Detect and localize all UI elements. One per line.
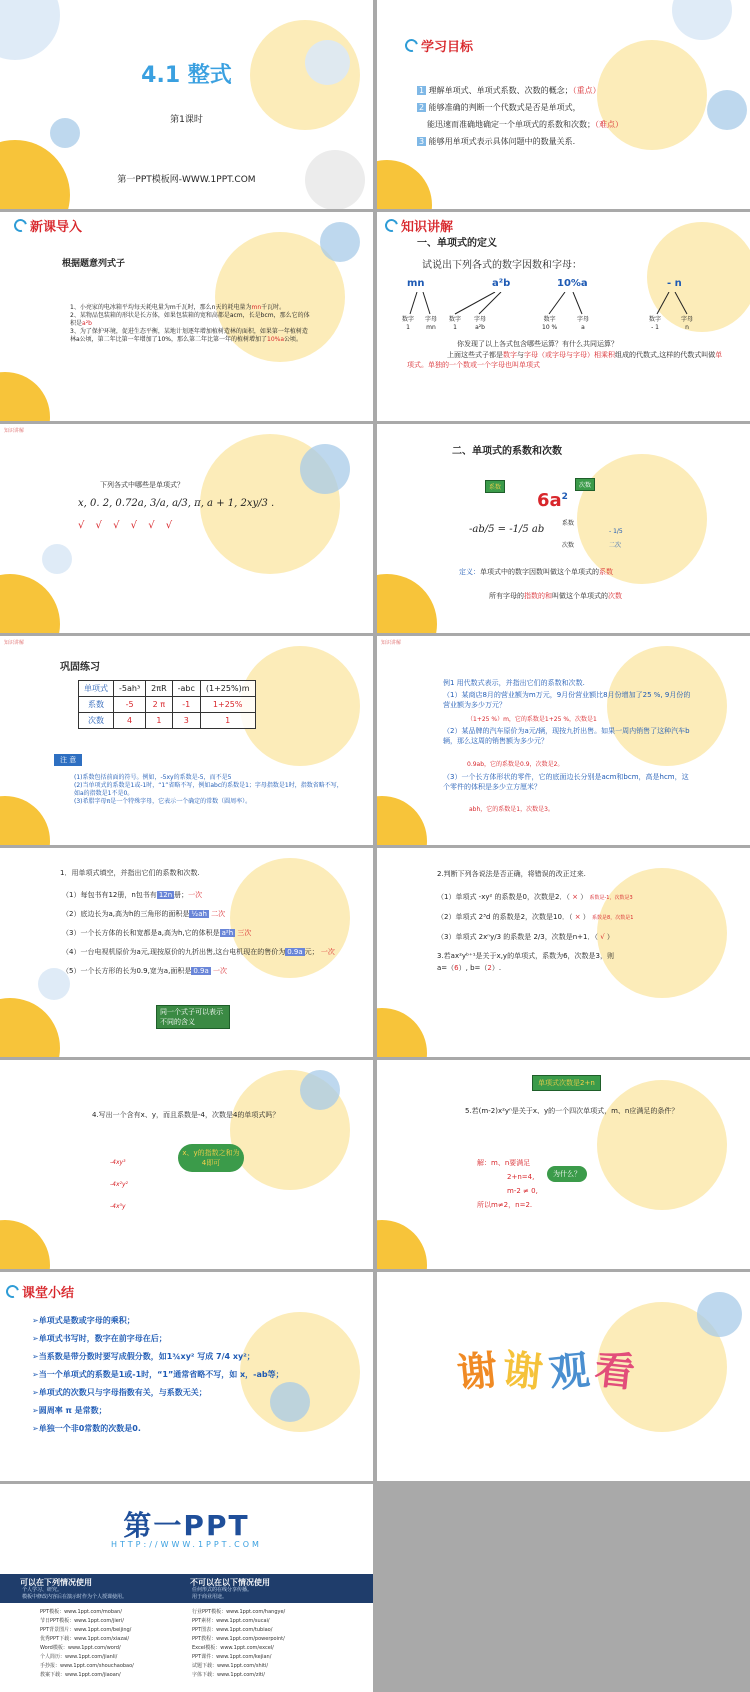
exercise-line: （2）底边长为a,高为h的三角形的面积是 ½ah 二次	[62, 910, 226, 918]
judge-item: （3）单项式 2xⁿy/3 的系数是 2/3，次数是n+1．（ √ ）	[437, 933, 614, 941]
identify-marks: √ √ √ √ √ √	[78, 520, 177, 531]
def-line2: 所有字母的指数的和叫做这个单项式的次数	[489, 592, 622, 600]
fraction-expression: -ab/5 = -1/5 ab	[469, 524, 545, 535]
example-title: 例1 用代数式表示，并指出它们的系数和次数.	[443, 679, 585, 687]
practice-table	[78, 680, 256, 729]
summary-item: ➢当系数是带分数时要写成假分数，如1¾xy² 写成 7/4 xy²；	[32, 1352, 255, 1361]
q5-text: 5.若(m-2)x²yⁿ是关于x、y的一个四次单项式，m、n应满足的条件？	[465, 1107, 679, 1115]
degree-box: 次数	[575, 478, 595, 491]
definition-section: 一、单项式的定义	[417, 238, 497, 249]
slide-definition: 知识讲解 一、单项式的定义 试说出下列各式的数字因数和字母： mn a²b 10%a - n 数字 1 字母 mn 数字 1 字母 a²b 数字 10 % 字母 a 数字 - 1 字母 n 你发现了以上各式包含哪些运算？有什么共同运算？ 上面这些式子都是数字与字母（或字母与字母）相乘积组成的代数式,这样的代数式叫做单项式。单独的一个数或一个字母也叫单项式	[377, 212, 750, 421]
magnifier-icon	[4, 1283, 22, 1301]
slide-tag: 知识讲解	[381, 640, 402, 646]
link[interactable]: 行业PPT模板：www.1ppt.com/hangye/	[192, 1609, 286, 1615]
decor-circle	[0, 372, 50, 421]
link[interactable]: 字体下载：www.1ppt.com/ziti/	[192, 1672, 265, 1678]
decor-circle	[240, 646, 360, 766]
practice-title: 巩固练习	[60, 662, 100, 673]
slide-summary	[0, 1272, 373, 1481]
exercise-line: （3）一个长方体的长和宽都是a,高为h,它的体积是 a²h 三次	[62, 929, 252, 937]
decor-circle	[377, 574, 437, 633]
section-header: 课堂小结	[6, 1282, 74, 1301]
decor-circle	[0, 1220, 50, 1269]
exercise-line: （1）每包书有12册，n包书有 12n 册；一次	[62, 891, 203, 899]
example-q2: （2）某品牌的汽车原价为a元/辆，现按九折出售。如果一周内销售了这种汽车b辆，那么这周的销售额为多少元？	[443, 727, 690, 745]
link[interactable]: 优秀PPT下载：www.1ppt.com/xiazai/	[40, 1636, 130, 1642]
summary-item: ➢单独一个非0常数的次数是0.	[32, 1424, 141, 1433]
section-header: 学习目标	[405, 36, 473, 55]
example-a3: abh，它的系数是1，次数是3。	[469, 806, 554, 813]
section-title: 二、单项式的系数和次数	[452, 446, 562, 457]
logo-text: 第一PPT	[123, 1509, 250, 1542]
q4-text: 4.写出一个含有x、y，而且系数是-4，次数是4的单项式吗？	[92, 1111, 280, 1119]
decor-circle	[0, 796, 50, 845]
identify-expressions: x, 0. 2, 0.72a, 3/a, a/3, π, a + 1, 2xy/3 .	[78, 498, 275, 509]
intro-problems: 1、小亮家的电冰箱平均每天耗电量为m千瓦时，那么n天的耗电量为mn千瓦时。 2、某物品包装箱的形状是长方体，如果包装箱的宽和高都是acm，长是bcm，那么它的体积是a²b 3、为了保护环境，促进生态平衡，某地计划逐年增加植树造林的面积，如果第一年植树造林a公顷，第二年比第一年增加了10%，那么第二年比第一年的植树增加了10%a公顷。	[70, 304, 310, 343]
exercise-line: （5）一个长方形的长为0.9,宽为a,面积是 0.9a 一次	[62, 967, 227, 975]
identify-prompt: 下列各式中哪些是单项式？	[100, 481, 184, 489]
can-title: 可以在下列情况使用	[20, 1578, 92, 1587]
slide-exercise5	[377, 1060, 750, 1269]
decor-circle	[0, 0, 60, 60]
summary-item: ➢圆周率 π 是常数；	[32, 1406, 107, 1415]
can-list: 个人学习、研究。 模板中修改内容后在演示时作为个人授课使用。	[22, 1587, 128, 1600]
link[interactable]: 个人简历：www.1ppt.com/jianli/	[40, 1654, 118, 1660]
summary-item: ➢当一个单项式的系数是1或-1时，“1”通常省略不写，如 x，-ab等；	[32, 1370, 284, 1379]
slide-exercise2	[377, 848, 750, 1057]
logo-url: HTTP://WWW.1PPT.COM	[111, 1540, 262, 1549]
example-q3: （3）一个长方体形状的零件，它的底面边长分别是acm和bcm，高是hcm，这个零件的体积是多少立方厘米？	[443, 773, 689, 791]
site-label: 第一PPT模板网-WWW.1PPT.COM	[117, 175, 256, 185]
exercise2-title: 2.判断下列各说法是否正确，将错误的改正过来.	[437, 870, 586, 878]
decor-circle	[697, 1292, 742, 1337]
cannot-list: 任何形式的在线分享传播。 用于商业用途。	[192, 1587, 253, 1600]
q4-answers: -4xy³ -4x²y² -4x³y	[110, 1159, 128, 1210]
example-q1: （1）某商店8月的营业额为m万元，9月份营业额比8月份增加了25 %, 9月份的营业额为多少万元？	[443, 691, 691, 709]
thanks-text: 谢谢观看	[455, 1346, 643, 1398]
why-bubble: 为什么？	[547, 1166, 587, 1182]
magnifier-icon	[383, 217, 401, 235]
link[interactable]: 教案下载：www.1ppt.com/jiaoan/	[40, 1672, 121, 1678]
link[interactable]: Word模板：www.1ppt.com/word/	[40, 1645, 121, 1651]
decor-circle	[320, 222, 360, 262]
table-row: 系数 -5 2 π -1 1+25%	[79, 697, 256, 713]
link[interactable]: PPT课件：www.1ppt.com/kejian/	[192, 1654, 272, 1660]
exercise-list	[62, 886, 342, 981]
decor-circle	[377, 160, 432, 209]
lesson-subtitle: 第1课时	[170, 115, 203, 125]
definition-prompt: 试说出下列各式的数字因数和字母：	[422, 260, 582, 271]
conclusion: 上面这些式子都是数字与字母（或字母与字母）相乘积组成的代数式,这样的代数式叫做单项式。单独的一个数或一个字母也叫单项式	[407, 351, 723, 369]
exercise-title: 1．用单项式填空，并指出它们的系数和次数.	[60, 869, 200, 877]
def-line1: 定义：单项式中的数字因数叫做这个单项式的系数	[459, 568, 613, 576]
slide-intro	[0, 212, 373, 421]
objective-item: 能迅速而准确地确定一个单项式的系数和次数；（难点）	[427, 120, 623, 129]
slide-example1	[377, 636, 750, 845]
link[interactable]: PPT模板：www.1ppt.com/moban/	[40, 1609, 122, 1615]
link[interactable]: PPT图表：www.1ppt.com/tubiao/	[192, 1627, 273, 1633]
link[interactable]: 手抄报：www.1ppt.com/shouchaobao/	[40, 1663, 134, 1669]
degree-value: 二次	[609, 542, 622, 549]
objectives-list	[417, 82, 727, 150]
link[interactable]: PPT素材：www.1ppt.com/sucai/	[192, 1618, 270, 1624]
question3: 3.若ax²yᵇ⁺¹是关于x,y的单项式，系数为6，次数是3，则 a=（6）, b=（2）.	[437, 952, 614, 972]
decor-circle	[300, 444, 350, 494]
coef-label: 系数	[562, 520, 575, 527]
decor-circle	[597, 1080, 727, 1210]
degree-label: 次数	[562, 542, 575, 549]
section-header: 新课导入	[14, 216, 82, 235]
link[interactable]: 试题下载：www.1ppt.com/shiti/	[192, 1663, 269, 1669]
judge-list	[437, 888, 737, 947]
table-row: 单项式 -5ah³ 2πR -abc (1+25%)m	[79, 681, 256, 697]
slide-tag: 知识讲解	[4, 428, 25, 434]
lesson-title: 4.1 整式	[141, 63, 232, 88]
callout-box: 同一个式子可以表示不同的含义	[156, 1005, 230, 1029]
judge-item: （2）单项式 2³d 的系数是2，次数是10．（ × ） 系数是8，次数是1	[437, 913, 634, 921]
objective-item: 2 能够准确的判断一个代数式是否是单项式，	[419, 103, 581, 112]
link[interactable]: PPT背景图片：www.1ppt.com/beijing/	[40, 1627, 132, 1633]
objective-item: 1 理解单项式、单项式系数、次数的概念；（重点）	[419, 86, 601, 95]
summary-item: ➢单项式是数或字母的乘积；	[32, 1316, 135, 1325]
slide-exercise1	[0, 848, 373, 1057]
slide-tag: 知识讲解	[4, 640, 25, 646]
big-term: $6a^2$	[537, 490, 568, 511]
slide-thanks	[377, 1272, 750, 1481]
slide-objectives	[377, 0, 750, 209]
decor-circle	[377, 1220, 427, 1269]
judge-item: （1）单项式 -xy² 的系数是0，次数是2．（ × ） 系数是-1，次数是3	[437, 893, 633, 901]
decor-circle	[377, 796, 427, 845]
links-left	[40, 1608, 134, 1680]
intro-subtitle: 根据题意列式子	[62, 259, 126, 269]
decor-circle	[377, 1008, 427, 1057]
slide-practice	[0, 636, 373, 845]
slide-coefficient-degree	[377, 424, 750, 633]
links-right	[192, 1608, 285, 1680]
table-row: 次数 4 1 3 1	[79, 713, 256, 729]
note-label: 注 意	[54, 754, 82, 766]
decor-circle	[300, 1070, 340, 1110]
question: 你发现了以上各式包含哪些运算？有什么共同运算？	[457, 340, 618, 348]
slide-identify	[0, 424, 373, 633]
decor-circle	[42, 544, 72, 574]
summary-list	[32, 1312, 372, 1438]
magnifier-icon	[12, 217, 30, 235]
hint-bubble: x、y的指数之和为4即可	[178, 1144, 244, 1172]
slide-title	[0, 0, 373, 209]
example-a2: 0.9ab，它的系数是0.9，次数是2。	[467, 761, 564, 768]
example-a1: （1+25 %）m，它的系数是1+25 %，次数是1	[467, 716, 597, 723]
coef-box: 系数	[485, 480, 505, 493]
decor-circle	[0, 574, 60, 633]
decor-circle	[672, 0, 732, 40]
objective-item: 3 能够用单项式表示具体问题中的数量关系.	[419, 137, 576, 146]
summary-item: ➢单项式书写时，数字在前字母在后；	[32, 1334, 167, 1343]
decor-circle	[0, 998, 60, 1057]
magnifier-icon	[403, 37, 421, 55]
link[interactable]: Excel模板：www.1ppt.com/excel/	[192, 1645, 274, 1651]
slide-exercise4	[0, 1060, 373, 1269]
degree-callout: 单项式次数是2+n	[532, 1075, 601, 1091]
summary-item: ➢单项式的次数只与字母指数有关，与系数无关；	[32, 1388, 207, 1397]
link[interactable]: PPT教程：www.1ppt.com/powerpoint/	[192, 1636, 285, 1642]
q5-solution: 解：m、n要满足 2+n=4, m-2 ≠ 0, 所以m≠2，n=2.	[477, 1159, 538, 1209]
link[interactable]: 节日PPT模板：www.1ppt.com/jieri/	[40, 1618, 124, 1624]
cannot-title: 不可以在以下情况使用	[190, 1578, 270, 1587]
coef-value: - 1/5	[609, 528, 623, 535]
section-header: 知识讲解	[385, 216, 453, 235]
arrows	[377, 292, 750, 316]
notes: (1)系数包括前面的符号。例如，-5xy的系数是-5，而不是5 (2)当单项式的系数是1或-1时，“1”省略不写，例如abc的系数是1；字母指数是1时，指数省略不写，如a的指数是1不是0。 (3)希腊字母π是一个特殊字母，它表示一个确定的常数（圆周率）。	[74, 774, 343, 805]
slide-credits	[0, 1484, 373, 1692]
exercise-line: （4）一台电视机原价为a元,现按原价的九折出售,这台电机现在的售价为 0.9a 元； 一次	[62, 948, 335, 956]
decor-circle	[577, 454, 707, 584]
